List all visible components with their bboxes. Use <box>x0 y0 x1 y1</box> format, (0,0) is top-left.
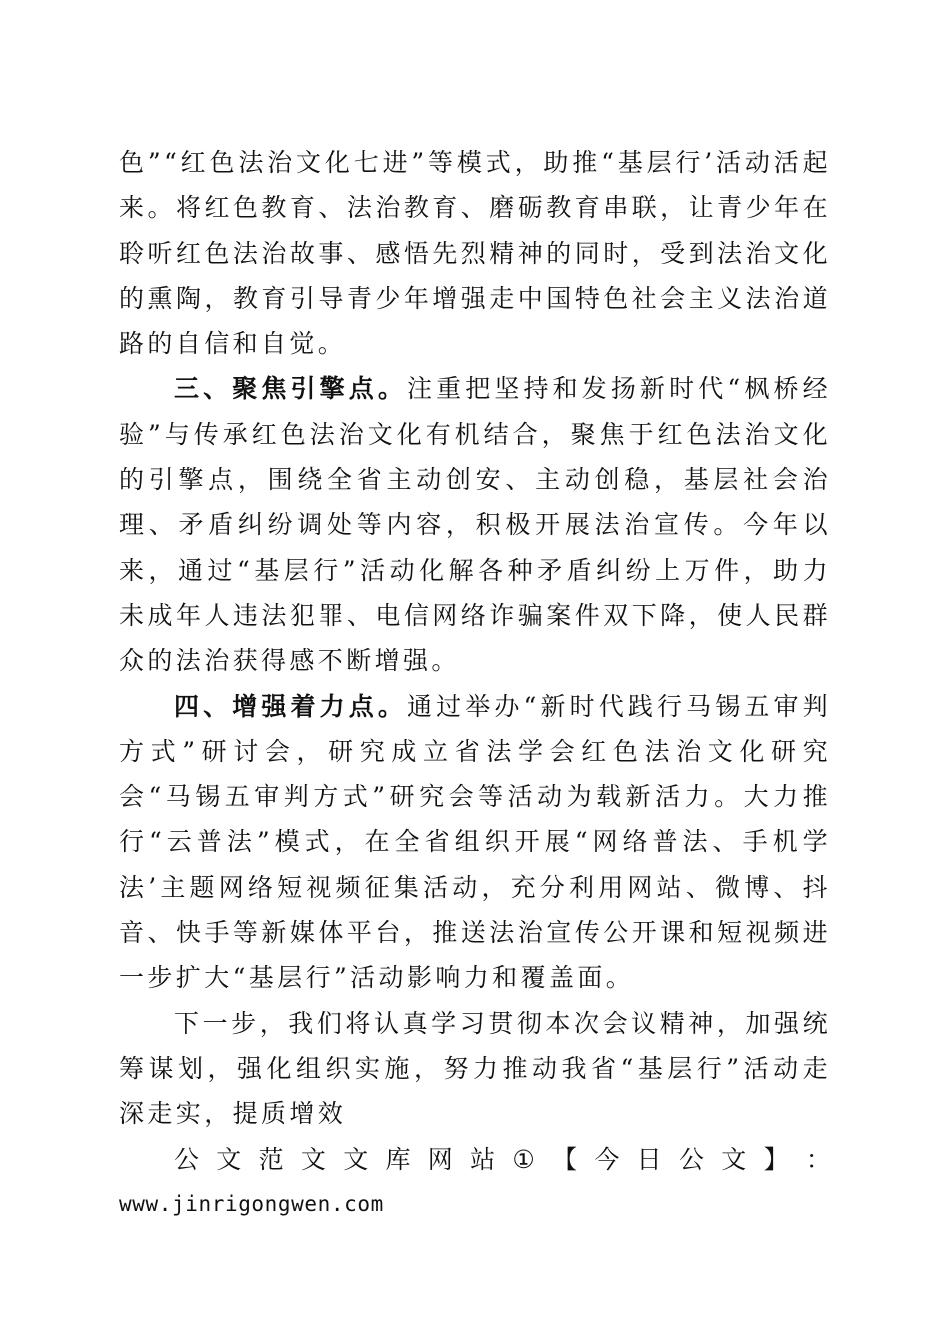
footer-source-line <box>119 1137 831 1182</box>
paragraph-3-heading: 四、增强着力点。 <box>174 691 408 721</box>
footer-char: 今 <box>594 1144 620 1174</box>
footer-url[interactable]: www.jinrigongwen.com <box>119 1191 384 1216</box>
footer-char: 文 <box>216 1144 242 1174</box>
footer-char: 网 <box>427 1144 453 1174</box>
paragraph-3 <box>119 684 831 1001</box>
footer-char: ① <box>512 1144 535 1174</box>
footer-char: 库 <box>385 1144 411 1174</box>
footer-char: 公 <box>678 1144 704 1174</box>
footer-char: 日 <box>636 1144 662 1174</box>
paragraph-2-heading: 三、聚焦引擎点。 <box>174 374 408 404</box>
paragraph-3-text: 通过举办“新时代践行马锡五审判方式”研讨会，研究成立省法学会红色法治文化研究会“马锡五审判方式”研究会等活动为载新活力。大力推行“云普法”模式，在全省组织开展“网络普法、手机学法’主题网络短视频征集活动，充分利用网站、微博、抖音、快手等新媒体平台，推送法治宣传公开课和短视频进一步扩大“基层行”活动影响力和覆盖面。 <box>119 691 831 993</box>
footer-char: 文 <box>300 1144 326 1174</box>
document-body <box>119 140 831 1227</box>
footer-char: 【 <box>552 1144 578 1174</box>
paragraph-2 <box>119 366 831 683</box>
paragraph-4: 下一步，我们将认真学习贯彻本次会议精神，加强统筹谋划，强化组织实施，努力推动我省“基层行”活动走深走实，提质增效 <box>119 1008 831 1129</box>
footer-char: 文 <box>343 1144 369 1174</box>
footer-char: 公 <box>174 1144 200 1174</box>
footer-char: 站 <box>470 1144 496 1174</box>
paragraph-1: 色”“红色法治文化七进”等模式，助推“基层行’活动活起来。将红色教育、法治教育、磨砺教育串联，让青少年在聆听红色法治故事、感悟先烈精神的同时，受到法治文化的熏陶，教育引导青少年增强走中国特色社会主义法治道路的自信和自觉。 <box>119 148 831 359</box>
paragraph-2-text: 注重把坚持和发扬新时代“枫桥经验”与传承红色法治文化有机结合，聚焦于红色法治文化的引擎点，围绕全省主动创安、主动创稳，基层社会治理、矛盾纠纷调处等内容，积极开展法治宣传。今年以来，通过“基层行”活动化解各种矛盾纠纷上万件，助力未成年人违法犯罪、电信网络诈骗案件双下降，使人民群众的法治获得感不断增强。 <box>119 374 831 676</box>
footer-char: 文 <box>721 1144 747 1174</box>
footer-char: ： <box>805 1144 831 1174</box>
footer-char: 范 <box>258 1144 284 1174</box>
footer-char: 】 <box>763 1144 789 1174</box>
